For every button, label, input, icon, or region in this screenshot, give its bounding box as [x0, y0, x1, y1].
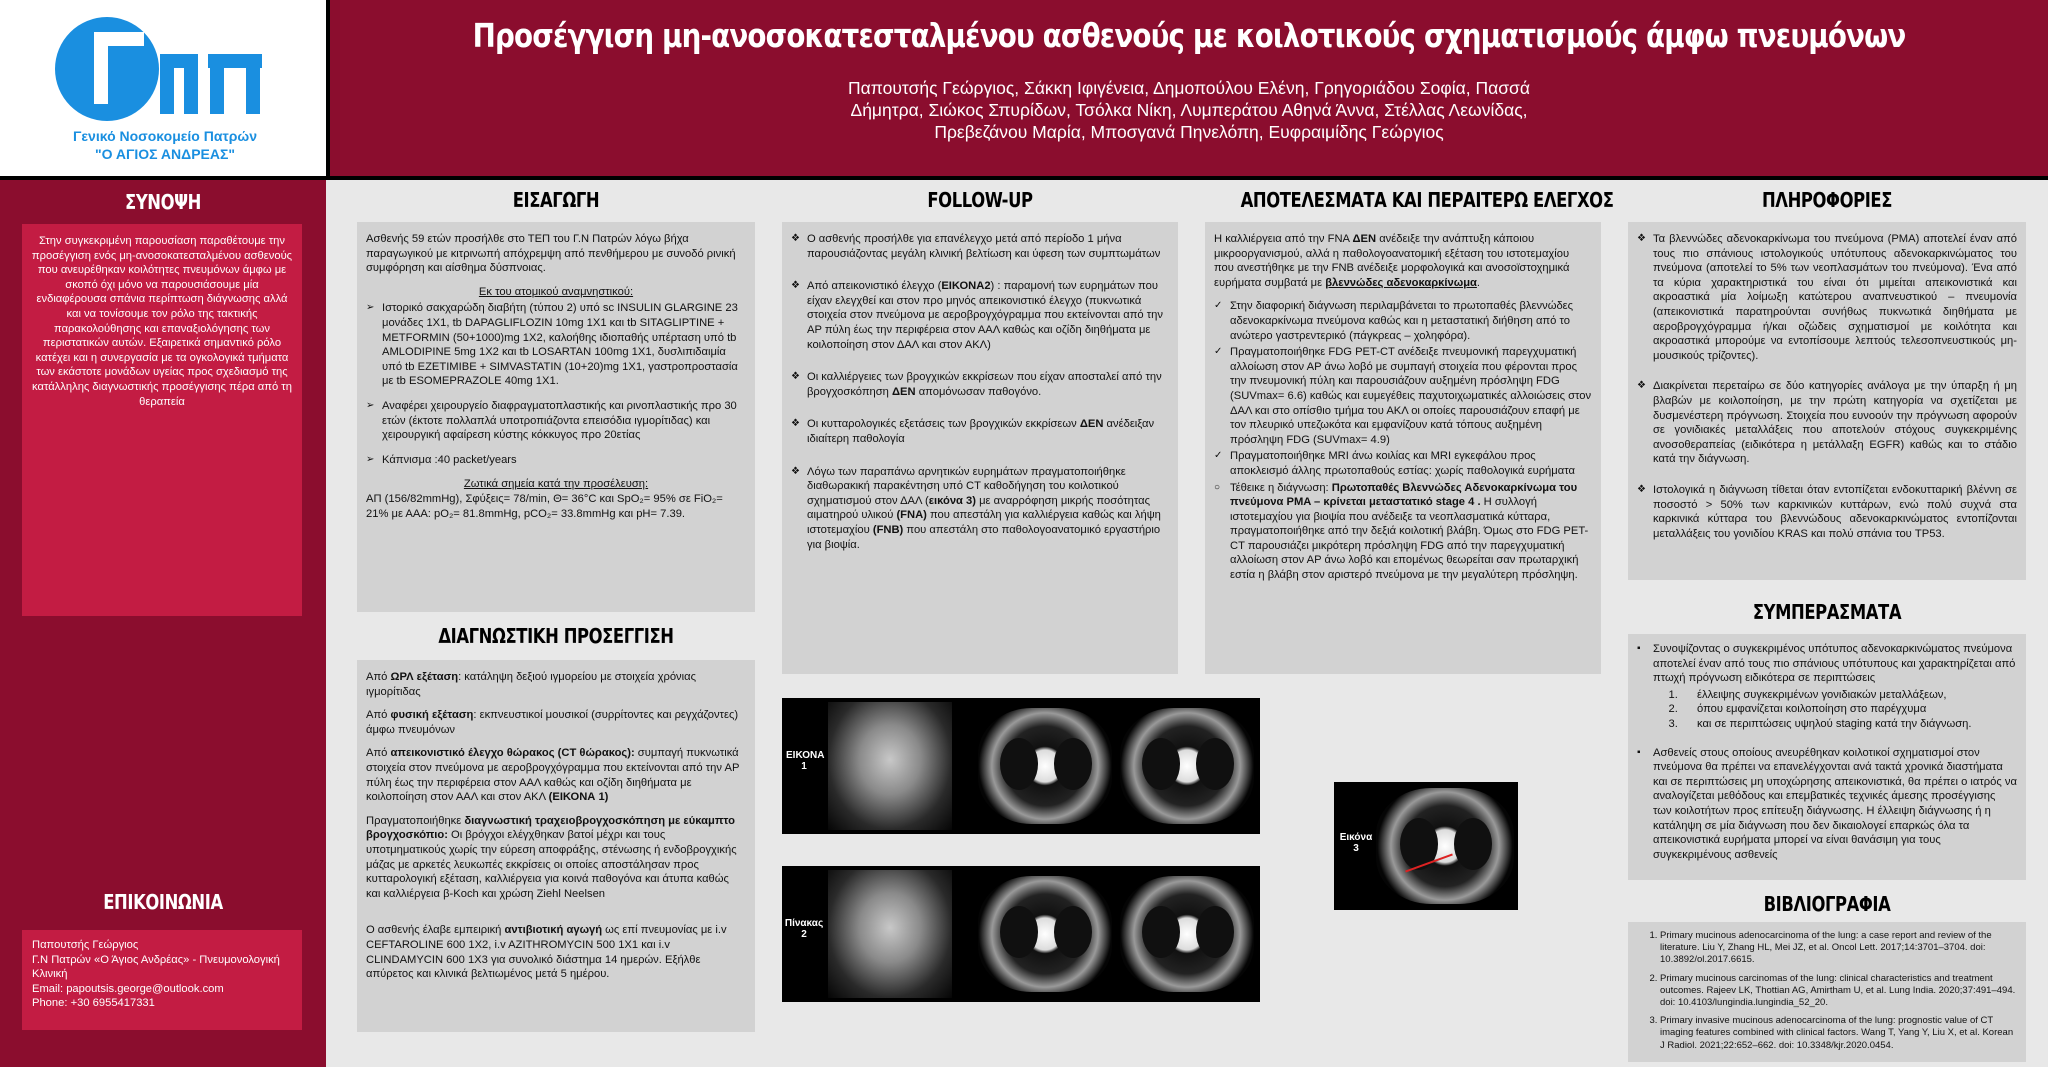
- list-item: ➢ Αναφέρει χειρουργείο διαφραγματοπλαστικής και ρινοπλαστικής προ 30 ετών (έκτοτε πολλαπλά υποτροπιάζοντα επεισόδια ιγμορίτιδας) και χειρουργική αφαίρεση κύστης κόκκυγος προ 20ετίας: [366, 399, 737, 442]
- left-sidebar: [0, 180, 326, 1067]
- bibliography-panel: [1628, 922, 2026, 1062]
- contact-name: Παπουτσής Γεώργιος: [32, 939, 139, 951]
- list-item: ❖ Ο ασθενής προσήλθε για επανέλεγχο μετά από περίοδο 1 μήνα παρουσιάζοντας μεγάλη κλινική βελτίωση και ύφεση των συμπτωμάτων: [791, 233, 1161, 260]
- list-item: ✓ Πραγματοποιήθηκε MRI άνω κοιλίας και MRI εγκεφάλου προς αποκλεισμό άλλης πρωτοπαθούς εστίας: χωρίς παθολογικά ευρήματα: [1214, 450, 1575, 477]
- diagnostic-physical: Από φυσική εξέταση: εκπνευστικοί μουσικοί (συρρίτοντες και ρεγχάζοντες) άμφω πνευμόνων: [366, 709, 739, 736]
- figure-3: [1334, 782, 1518, 910]
- reference-item: 3. Primary invasive mucinous adenocarcinoma of the lung: prognostic value of CT imaging features combined with clinical factors. Wang T, Yang Y, Liu X, et al. Korean J Radiol. 2021;22:652–662. doi: 10.3348/kjr.2020.0454.: [1660, 1015, 2016, 1052]
- figure-1-strip: [782, 698, 1260, 834]
- list-item: ✓ Στην διαφορική διάγνωση περιλαμβάνεται το πρωτοπαθές βλεννώδες αδενοκαρκίνωμα πνεύμονα καθώς και η μεταστατική διήθηση από το ανώτερο γαστρεντερικό (πάγκρεας – χοληφόρα).: [1214, 300, 1574, 342]
- followup-heading: FOLLOW-UP: [927, 188, 1033, 212]
- chest-xray-image: [828, 702, 952, 830]
- results-heading: ΑΠΟΤΕΛΕΣΜΑΤΑ ΚΑΙ ΠΕΡΑΙΤΕΡΩ ΕΛΕΓΧΟΣ: [1240, 188, 1614, 212]
- list-item: 2. όπου εμφανίζεται κοιλοποίηση στο παρέγχυμα: [1681, 702, 2017, 717]
- list-item: ❖ Οι κυτταρολογικές εξετάσεις των βρογχικών εκκρίσεων ΔΕΝ ανέδειξαν ιδιαίτερη παθολογία: [791, 418, 1155, 445]
- diagnostic-antibiotics: Ο ασθενής έλαβε εμπειρική αντιβιοτική αγωγή ως επί πνευμονίας με i.v CEFTAROLINE 600 1X2, i.v AZITHROMYCIN 500 1X1 και i.v CLINDAMYCIN 600 1X3 για συνολικό διάστημα 14 ημερών. Εξήλθε απύρετος και κλινικά βελτιωμένος μετά 5 ημέρου.: [366, 924, 727, 981]
- diagnostic-ent: Από ΩΡΛ εξέταση: κατάληψη δεξιού ιγμορείου με στοιχεία χρόνιας ιγμορίτιδας: [366, 671, 696, 698]
- figure-1-label: ΕΙΚΟΝΑ 1: [786, 750, 825, 772]
- title-banner: [330, 0, 2048, 176]
- authors-line1: Παπουτσής Γεώργιος, Σάκκη Ιφιγένεια, Δημοπούλου Ελένη, Γρηγοριάδου Σοφία, Πασσά: [848, 78, 1530, 98]
- conclusions-heading: ΣΥΜΠΕΡΑΣΜΑΤΑ: [1752, 600, 1902, 624]
- authors-line3: Πρεβεζάνου Μαρία, Μποσγανά Πηνελόπη, Ευφραιμίδης Γεώργιος: [934, 122, 1444, 142]
- ct-scan-image: [1376, 788, 1514, 904]
- list-item: ❖ Ιστολογικά η διάγνωση τίθεται όταν εντοπίζεται ενδοκυτταρική βλέννη σε ποσοστό > 50% των καρκινικών κυττάρων, ενώ πολύ συχνά στα καρκινικά κύτταρα του βλεννώδους αδενοκαρκινώματος εντοπίζονται μεταλλάξεις του γονιδίου KRAS και πολύ σπάνια του TP53.: [1637, 483, 2017, 540]
- synopsis-text: Στην συγκεκριμένη παρουσίαση παραθέτουμε την προσέγγιση ενός μη-ανοσοκατεσταλμένου ασθενούς που ανευρέθηκαν κοιλότητες πνευμόνων άμφω με σκοπό όχι μόνο να παρουσιάσουμε μία ενδιαφέρουσα σπάνια περίπτωση διάγνωσης αλλά και να τονίσουμε τον ρόλο της τακτικής παρακολούθησης και επαναξιολόγησης των περιστατικών αυτών. Εξαιρετικά σημαντικό ρόλο κατέχει και η συνεργασία με τα ογκολογικά τμήματα των εκάστοτε μονάδων υγείας προς σχεδιασμό της κατάλληλης διαγνωστικής προσέγγισης πέρα από τη θεραπεία: [31, 235, 293, 408]
- vitals-title: Ζωτικά σημεία κατά την προσέλευση:: [463, 478, 649, 491]
- intro-paragraph: Ασθενής 59 ετών προσήλθε στο ΤΕΠ του Γ.Ν Πατρών λόγω βήχα παραγωγικού με κιτρινωπή απόχρεμψη από πενθήμερου με συνοδό ρινική συμφόρηση και αίσθημα δύσπνοιας.: [366, 233, 736, 275]
- list-item: ➢ Κάπνισμα :40 packet/years: [366, 453, 517, 466]
- contact-heading: ΕΠΙΚΟΙΝΩΝΙΑ: [103, 890, 223, 914]
- diagnostic-bronchoscopy: Πραγματοποιήθηκε διαγνωστική τραχειοβρογχοσκόπηση με εύκαμπτο βρογχοσκόπιο: Οι βρόγχοι ελέγχθηκαν βατοί μέχρι και τους υποτμηματικούς χωρίς την εύρεση αποφράξης, στένωσης ή ενδοβρογχικής μάζας με αρκετές λευκωπές εκκρίσεις οι οποίες αποστάλησαν προς κυτταρολογική εξέταση, καλλιέργεια για κοινά παθογόνα και άτυπα καθώς και καλλιέργεια β-Koch και χρώση Ziehl Neelsen: [366, 814, 737, 900]
- synopsis-box: [22, 224, 302, 616]
- authors-line2: Δήμητρα, Σιώκος Σπυρίδων, Τσόλκα Νίκη, Λυμπεράτου Αθηνά Άννα, Στέλλας Λεωνίδας,: [850, 100, 1528, 120]
- results-paragraph: Η καλλιέργεια από την FNA ΔΕΝ ανέδειξε την ανάπτυξη κάποιου μικροοργανισμού, αλλά η παθολογοανατομική εξέταση του ιστοτεμαχίου που ανεστήθηκε με την FNB ανέδειξε μορφολογικά και ανοσοϊστοχημικά ευρήματα συμβατά με βλεννώδες αδενοκαρκίνωμα.: [1214, 233, 1570, 289]
- contact-box: [22, 930, 302, 1030]
- list-item: ✓ Πραγματοποιήθηκε FDG PET-CT ανέδειξε πνευμονική παρεγχυματική αλλοίωση στον ΑΡ άνω λοβό με συμπαγή στοιχεία που φέρονται προς την πνευμονική πύλη και παρουσιάζουν αυξημένη πρόσληψη FDG (SUVmax= 6.6) καθώς και ευμεγέθεις παχυτοιχωματικές αλλοιώσεις στον ΔΑΛ και στο οπίσθιο τμήμα του ΑΚΛ οι οποίες παρουσιάζουν επαφή με τον πλευρικό υπεζωκότα και εμφανίζουν κατά τόπους αυξημένη πρόσληψη FDG (SUVmax= 4.9): [1214, 346, 1592, 446]
- history-list: [366, 301, 746, 467]
- conclusions-panel: [1628, 634, 2026, 880]
- conclusions-list: [1637, 642, 2017, 862]
- chest-xray-image: [828, 870, 952, 998]
- ct-scan-image: [1120, 708, 1254, 824]
- figure-2-strip: [782, 866, 1260, 1002]
- list-item: ❖ Οι καλλιέργειες των βρογχικών εκκρίσεων που είχαν αποσταλεί από την βρογχοσκόπηση ΔΕΝ απομόνωσαν παθογόνο.: [791, 371, 1162, 398]
- info-list: [1637, 232, 2017, 541]
- hospital-logo: [52, 14, 272, 124]
- ct-scan-image: [978, 708, 1112, 824]
- logo-area: [0, 0, 330, 176]
- vitals-text: ΑΠ (156/82mmHg), Σφύξεις= 78/min, Θ= 36°C και SpO₂= 95% σε FiO₂= 21% με ΑΑΑ: pO₂= 81.8mmHg, pCO₂= 33.8mmHg και pH= 7.39.: [366, 492, 723, 520]
- hospital-name-line2: "Ο ΑΓΙΟΣ ΑΝΔΡΕΑΣ": [94, 146, 236, 162]
- list-item: ▪ Ασθενείς στους οποίους ανευρέθηκαν κοιλοτικοί σχηματισμοί στον πνεύμονα θα πρέπει να επανελέγχονται ανά τακτά χρονικά διαστήματα και σε περιπτώσεις μη υποχώρησης απεικονιστικά, θα πρέπει ο ιατρός να αναλογίζεται μεθόδους και επεμβατικές τεχνικές άμεσης προσέγγισης των κοιλοτήτων προς επίτευξη διάγνωσης. Η έλλειψη διάγνωσης ή η κατάληψη σε μία διάγνωση που δεν δικαιολογεί επαρκώς όλα τα απεικονιστικά ευρήματα μπορεί να είναι θανάσιμη για τους συγκεκριμένους ασθενείς: [1637, 746, 2017, 861]
- diagnostic-ct: Από απεικονιστικό έλεγχο θώρακος (CT θώρακος): συμπαγή πυκνωτικά στοιχεία στον πνεύμονα με αεροβρογχόγραμμα που εκτείνονται από την ΑΡ πύλη έως την περιφέρεια στον ΑΑΛ καθώς και οζίδη διηθήματα με κοιλοποίηση στον ΑΑΛ και στον ΑΚΛ (ΕΙΚΟΝΑ 1): [366, 747, 740, 804]
- intro-panel: [357, 222, 755, 612]
- list-item: ❖ Τα βλεννώδες αδενοκαρκίνωμα του πνεύμονα (PMA) αποτελεί έναν από τους πιο σπάνιους ιστολογικούς υπότυπους αδενοκαρκινώματος του πνεύμονα (αποτελεί το 5% των νεοπλασμάτων του πνεύμονα). Ένα από τα κύρια χαρακτηριστικά του είναι ότι μιμείται απεικονιστικά και ακροαστικά μία λοίμωξη κατώτερου αναπνευστικού – πνευμονία (απεικονιστικά παρατηρούνται συνήθως πυκνωτικά διηθήματα με αεροβρογχόγραμμα ή/και οζώδεις σχηματισμοί με κοιλότητα και ακροαστικά μπορούμε να εντοπίσουμε λεπτούς τελεσοπνευστικούς μη-μουσικούς τρίζοντες).: [1637, 233, 2017, 362]
- list-item: ❖ Λόγω των παραπάνω αρνητικών ευρημάτων πραγματοποιήθηκε διαθωρακική παρακέντηση υπό CT καθοδήγηση του κοιλοτικού σχηματισμού στον ΔΑΛ (εικόνα 3) με αναρρόφηση μικρής ποσότητας αιματηρού υλικού (FNA) που απεστάλη για καλλιέργεια καθώς και λήψη ιστοτεμαχίου (FNB) που απεστάλη στο παθολογοανατομικό εργαστήριο για βιοψία.: [791, 465, 1161, 551]
- results-list: [1214, 299, 1592, 582]
- list-item: ➢ Ιστορικό σακχαρώδη διαβήτη (τύπου 2) υπό sc INSULIN GLARGINE 23 μονάδες 1Χ1, tb DAPAGLIFLOZIN 10mg 1X1 και tb SITAGLIPTINE + METFORMIN (50+1000)mg 1X2, καλοήθης ιδιοπαθής υπέρταση υπό tb AMLODIPINE 5mg 1X2 και tb LOSARTAN 100mg 1X1, δυσλιπιδαιμία υπό tb EZETIMIBE + SIMVASTATIN (10+20)mg 1X1, γαστροπροστασία με tb ESOMEPRAZOLE 40mg 1X1.: [366, 302, 738, 388]
- hospital-name-line1: Γενικό Νοσοκομείο Πατρών: [73, 128, 257, 144]
- bibliography-heading: ΒΙΒΛΙΟΓΡΑΦΙΑ: [1763, 892, 1891, 916]
- reference-item: 2. Primary mucinous carcinomas of the lung: clinical characteristics and treatment outcomes. Rajeev LK, Thottian AG, Amirtham U, et al. Lung India. 2020;37:491–494. doi: 10.4103/lungindia.lungindia_52_20.: [1660, 973, 2016, 1010]
- diagnostic-panel: [357, 660, 755, 1032]
- list-item: ○ Τέθεικε η διάγνωση: Πρωτοπαθές Βλεννώδες Αδενοκαρκίνωμα του πνεύμονα PMA – κρίνεται μεταστατικό stage 4 . Η συλλογή ιστοτεμαχίου για βιοψία που ανέδειξε τα νεοπλασματικά κύτταρα, πραγματοποιήθηκε από την δεξιά κοιλοτική βλάβη. Όμως στο FDG PET-CT παρουσιάζει μικρότερη πρόσληψη FDG από την παρεγχυματική αλλοίωση στον ΑΡ άνω λοβό και επομένως θεωρείται σαν πρωταρχική εστία η βλάβη στον αριστερό πνεύμονα με την μεγαλύτερη πρόσληψη.: [1214, 481, 1589, 582]
- ct-scan-image: [1120, 876, 1254, 992]
- contact-email[interactable]: Email: papoutsis.george@outlook.com: [32, 982, 224, 995]
- info-panel: [1628, 222, 2026, 580]
- list-item: 3. και σε περιπτώσεις υψηλού staging κατά την διάγνωση.: [1681, 717, 2017, 732]
- contact-phone: Phone: +30 6955417331: [32, 997, 155, 1010]
- reference-item: 1. Primary mucinous adenocarcinoma of the lung: a case report and review of the literature. Liu Y, Zhang HL, Mei JZ, et al. Oncol Lett. 2017;14:3701–3704. doi: 10.3892/ol.2017.6615.: [1660, 930, 2016, 967]
- poster-title: Προσέγγιση μη-ανοσοκατεσταλμένου ασθενούς με κοιλοτικούς σχηματισμούς άμφω πνευμόνων: [472, 16, 1906, 55]
- list-item: ❖ Από απεικονιστικό έλεγχο (ΕΙΚΟΝΑ2) : παραμονή των ευρημάτων που είχαν ελεγχθεί και στον προ μηνός απεικονιστικό έλεγχο (πυκνωτικά στοιχεία στον πνεύμονα με αεροβρογχόγραμμα που εκτείνονται από την ΑΡ πύλη έως την περιφέρεια στον ΑΑΛ καθώς και οζίδη διηθήματα με κοιλοποίηση στον ΔΑΛ και στον ΑΚΛ): [791, 280, 1163, 351]
- intro-heading: ΕΙΣΑΓΩΓΗ: [512, 188, 600, 212]
- list-item: 1. έλλειψης συγκεκριμένων γονιδιακών μεταλλάξεων,: [1681, 688, 2017, 703]
- list-item: ▪ Συνοψίζοντας ο συγκεκριμένος υπότυπος αδενοκαρκινώματος πνεύμονα αποτελεί έναν από τους πιο σπάνιους υπότυπους και χαρακτηρίζεται από πτωχή πρόγνωση ειδικότερα σε περιπτώσεις 1. έλλειψης συγκεκριμένων γονιδιακών μεταλλάξεων, 2. όπου εμφανίζεται κοιλοποίηση στο παρέγχυμα 3. και σε περιπτώσεις υψηλού staging κατά την διάγνωση.: [1637, 642, 2017, 732]
- history-title: Εκ του ατομικού αναμνηστικού:: [478, 285, 634, 298]
- figure-3-label: Εικόνα 3: [1339, 832, 1373, 854]
- followup-list: [791, 232, 1169, 552]
- followup-panel: [782, 222, 1178, 674]
- list-item: ❖ Διακρίνεται περεταίρω σε δύο κατηγορίες ανάλογα με την ύπαρξη ή μη βλαβών με κοιλοποίηση, με την πρώτη κατηγορία να σχετίζεται με δυσμενέστερη πρόγνωση. Στοιχεία που ευνοούν την πρόγνωση αφορούν σε γονιδιακές μεταλλάξεις που αποτελούν στόχους συγκεκριμένης ανοσοθεραπείας (ειδικότερα η μετάλλαξη EGFR) καθώς και το στάδιο κατά την διάγνωση.: [1637, 380, 2017, 466]
- contact-affiliation: Γ.Ν Πατρών «Ο Άγιος Ανδρέας» - Πνευμονολογική Κλινική: [32, 953, 280, 981]
- figure-2-label: Πίνακας 2: [784, 918, 824, 940]
- info-heading: ΠΛΗΡΟΦΟΡΙΕΣ: [1761, 188, 1892, 212]
- ct-scan-image: [978, 876, 1112, 992]
- synopsis-heading: ΣΥΝΟΨΗ: [125, 190, 201, 214]
- results-panel: [1205, 222, 1601, 674]
- diagnostic-heading: ΔΙΑΓΝΩΣΤΙΚΗ ΠΡΟΣΕΓΓΙΣΗ: [438, 624, 674, 648]
